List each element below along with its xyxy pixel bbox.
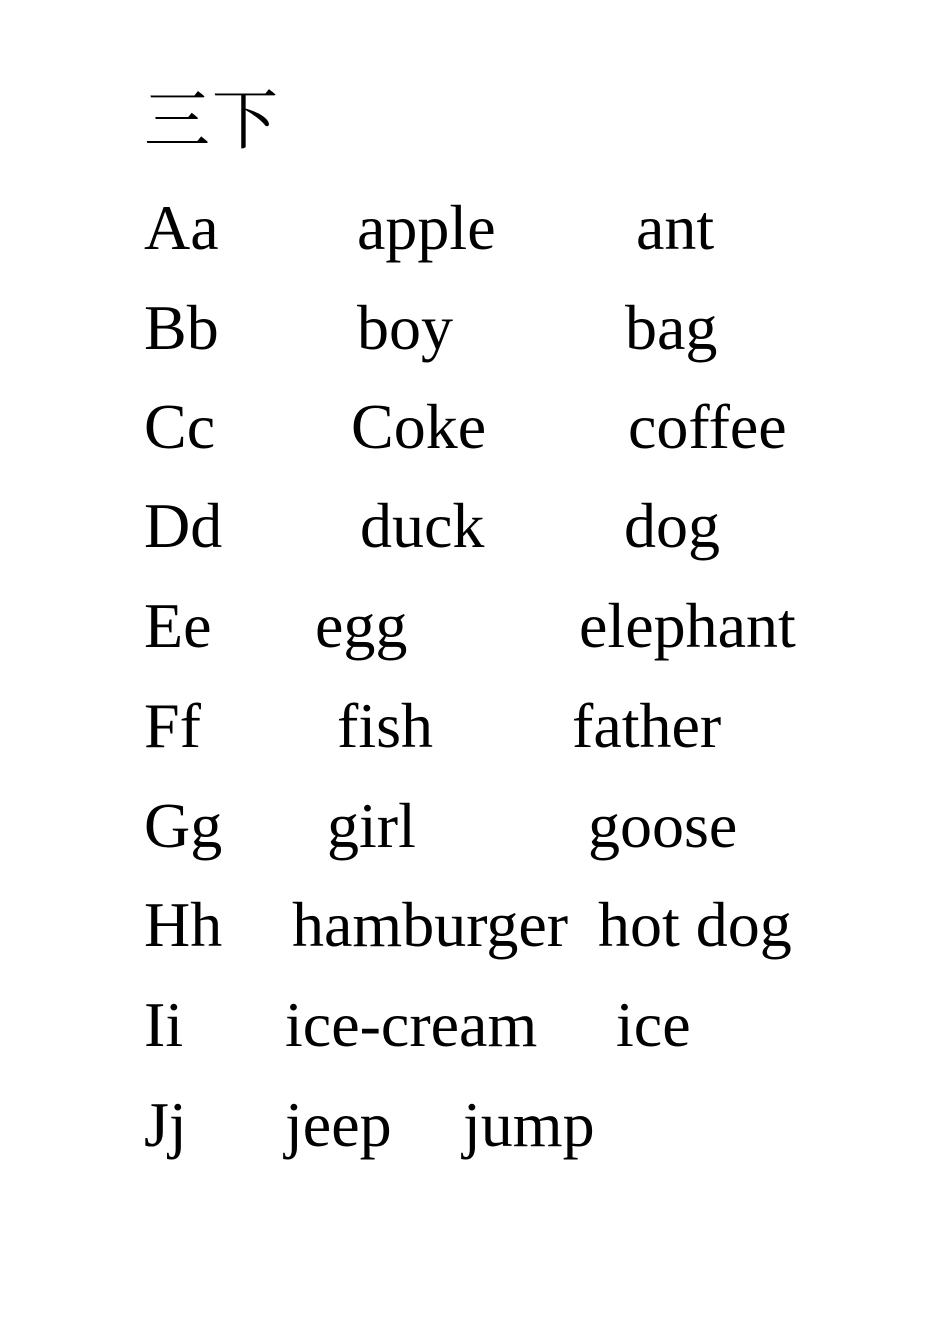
alphabet-row-d	[0, 490, 950, 574]
example-word-2: elephant	[579, 590, 796, 661]
example-word-1: fish	[337, 690, 433, 761]
example-word-2: coffee	[628, 391, 787, 462]
example-word-2: goose	[588, 790, 738, 861]
letter-label: Gg	[144, 790, 223, 861]
alphabet-row-a	[0, 192, 950, 276]
example-word-2: father	[572, 690, 722, 761]
example-word-1: girl	[327, 790, 416, 861]
example-word-1: egg	[315, 590, 408, 661]
letter-label: Ii	[144, 989, 184, 1060]
alphabet-row-e	[0, 590, 950, 674]
example-word-2: ice	[616, 989, 691, 1060]
alphabet-row-i	[0, 989, 950, 1073]
example-word-2: dog	[624, 490, 720, 561]
page-title: 三下	[144, 82, 280, 159]
example-word-1: ice-cream	[285, 989, 538, 1060]
alphabet-row-h	[0, 889, 950, 973]
example-word-1: duck	[360, 490, 485, 561]
letter-label: Dd	[144, 490, 223, 561]
letter-label: Hh	[144, 889, 223, 960]
letter-label: Jj	[144, 1089, 187, 1160]
alphabet-row-j	[0, 1089, 950, 1173]
alphabet-row-f	[0, 690, 950, 774]
example-word-1: boy	[357, 292, 453, 363]
example-word-1: jeep	[285, 1089, 392, 1160]
letter-label: Cc	[144, 391, 216, 462]
letter-label: Bb	[144, 292, 219, 363]
example-word-2: jump	[463, 1089, 595, 1160]
example-word-2: hot dog	[598, 889, 792, 960]
example-word-2: ant	[636, 192, 715, 263]
example-word-1: apple	[357, 192, 496, 263]
example-word-2: bag	[625, 292, 718, 363]
letter-label: Ff	[144, 690, 201, 761]
alphabet-row-c	[0, 391, 950, 475]
letter-label: Ee	[144, 590, 212, 661]
letter-label: Aa	[144, 192, 219, 263]
alphabet-row-g	[0, 790, 950, 874]
example-word-1: Coke	[351, 391, 487, 462]
example-word-1: hamburger	[292, 889, 569, 960]
alphabet-row-b	[0, 292, 950, 376]
